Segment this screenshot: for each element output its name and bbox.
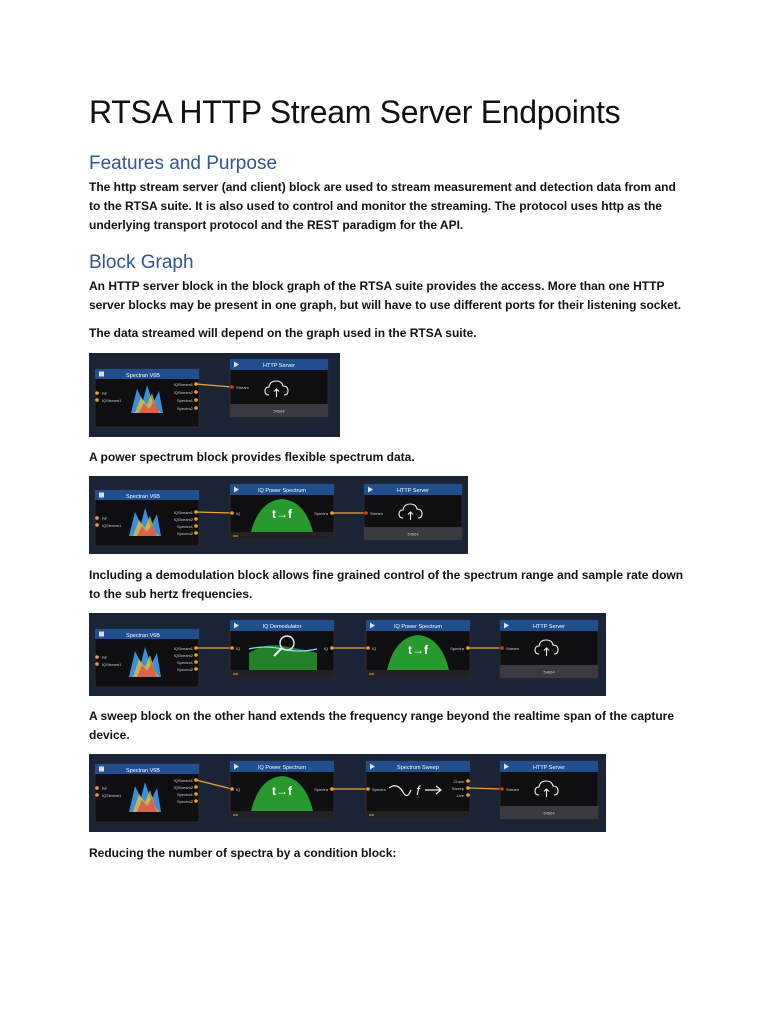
- data-streamed-text: The data streamed will depend on the graph used in the RTSA suite.: [89, 326, 477, 340]
- power-spectrum-title: IQ Power Spectrum: [258, 488, 306, 494]
- power-spectrum-node: [366, 620, 470, 678]
- port-label: Spectra2: [176, 799, 193, 804]
- port-label: Spectra2: [176, 531, 193, 536]
- time-to-frequency-icon: t→f: [408, 643, 428, 657]
- port-label: IQ: [236, 787, 241, 792]
- port-label: Live: [456, 793, 464, 798]
- port-label: IQStream2: [173, 390, 193, 395]
- time-to-frequency-icon: t→f: [272, 507, 292, 521]
- time-to-frequency-icon: t→f: [272, 784, 292, 798]
- port-value: 54664: [543, 669, 555, 675]
- spectran-node: [95, 369, 199, 427]
- demodulator-title: IQ Demodulator: [262, 624, 302, 630]
- port-label: Spectra: [450, 646, 464, 651]
- block-graph-text: An HTTP server block in the block graph of the RTSA suite provides the access. More than one HTTP server blocks may be present in one graph, but will have to use different ports for their listening socket.: [89, 279, 682, 312]
- port-value: 54664: [273, 408, 285, 414]
- port-label: IQStream1: [173, 646, 193, 651]
- port-label: Spectra1: [176, 398, 193, 403]
- power-spectrum-title: IQ Power Spectrum: [394, 624, 442, 630]
- wire: [468, 788, 502, 789]
- port-label: Spectra1: [176, 660, 193, 665]
- block-graph-2: [89, 476, 468, 554]
- port-label: IQ: [323, 646, 328, 651]
- page-title: RTSA HTTP Stream Server Endpoints: [89, 94, 621, 130]
- port-label: RF: [102, 391, 108, 396]
- http-server-title: HTTP Server: [263, 363, 295, 369]
- port-label: RF: [102, 786, 108, 791]
- features-text: The http stream server (and client) block are used to stream measurement and detection data from and to the RTSA suite. It is also used to control and monitor the streaming. The protocol uses http as the underlying transport protocol and the REST paradigm for the API.: [89, 180, 676, 232]
- port-label: RF: [102, 516, 108, 521]
- demodulator-node: [230, 620, 334, 678]
- port-label: Spectra2: [176, 667, 193, 672]
- frequency-symbol: f: [416, 783, 420, 798]
- wire: [196, 780, 232, 789]
- features-heading: Features and Purpose: [89, 153, 278, 174]
- spectran-title: Spectran V6B: [126, 373, 160, 379]
- http-server-title: HTTP Server: [533, 765, 565, 771]
- spectran-title: Spectran V6B: [126, 633, 160, 639]
- power-spectrum-title: IQ Power Spectrum: [258, 765, 306, 771]
- http-server-node: [500, 761, 598, 819]
- port-label: Spectra2: [176, 406, 193, 411]
- port-label: Stream: [506, 787, 519, 792]
- port-value: 54664: [407, 531, 419, 537]
- port-label: Stream: [370, 511, 383, 516]
- condition-text: Reducing the number of spectra by a condition block:: [89, 846, 397, 860]
- sweep-node: [366, 761, 470, 819]
- demod-text: Including a demodulation block allows fine grained control of the spectrum range and sample rate down to the sub hertz frequencies.: [89, 568, 684, 601]
- spectran-title: Spectran V6B: [126, 494, 160, 500]
- port-label: Stream: [236, 385, 249, 390]
- port-label: Stream: [506, 646, 519, 651]
- port-label: IQStream2: [173, 785, 193, 790]
- port-label: IQStream1: [102, 793, 122, 798]
- port-label: Spectra: [372, 787, 386, 792]
- port-label: IQStream2: [173, 517, 193, 522]
- power-spectrum-text: A power spectrum block provides flexible spectrum data.: [89, 450, 415, 464]
- port-label: IQStream2: [173, 653, 193, 658]
- block-graph-3: [89, 613, 606, 696]
- port-label: IQStream1: [102, 398, 122, 403]
- spectran-title: Spectran V6B: [126, 768, 160, 774]
- http-server-node: [500, 620, 598, 678]
- wire: [196, 384, 232, 387]
- port-label: IQ: [372, 646, 377, 651]
- spectran-node: [95, 629, 199, 687]
- sweep-text: A sweep block on the other hand extends the frequency range beyond the realtime span of the capture device.: [89, 709, 675, 742]
- wire: [196, 512, 232, 513]
- port-label: IQ: [236, 646, 241, 651]
- port-label: Sweep: [451, 786, 464, 791]
- port-label: IQStream1: [102, 662, 122, 667]
- port-label: IQStream1: [102, 523, 122, 528]
- http-server-title: HTTP Server: [397, 488, 429, 494]
- spectran-node: [95, 490, 199, 546]
- power-spectrum-node: [230, 484, 334, 540]
- port-label: IQ: [236, 511, 241, 516]
- block-graph-1: [89, 353, 340, 437]
- power-spectrum-node: [230, 761, 334, 819]
- http-server-title: HTTP Server: [533, 624, 565, 630]
- port-label: RF: [102, 655, 108, 660]
- block-graph-4: [89, 754, 606, 832]
- port-label: Spectra: [314, 511, 328, 516]
- spectran-node: [95, 764, 199, 822]
- port-label: IQStream1: [173, 510, 193, 515]
- port-label: Spectra: [314, 787, 328, 792]
- port-label: Chain: [453, 779, 464, 784]
- block-graph-heading: Block Graph: [89, 252, 194, 273]
- port-label: IQStream1: [173, 778, 193, 783]
- http-server-node: [364, 484, 462, 540]
- port-label: IQStream1: [173, 382, 193, 387]
- http-server-node: [230, 359, 328, 417]
- port-label: Spectra1: [176, 792, 193, 797]
- sweep-title: Spectrum Sweep: [397, 765, 439, 771]
- port-value: 54664: [543, 810, 555, 816]
- port-label: Spectra1: [176, 524, 193, 529]
